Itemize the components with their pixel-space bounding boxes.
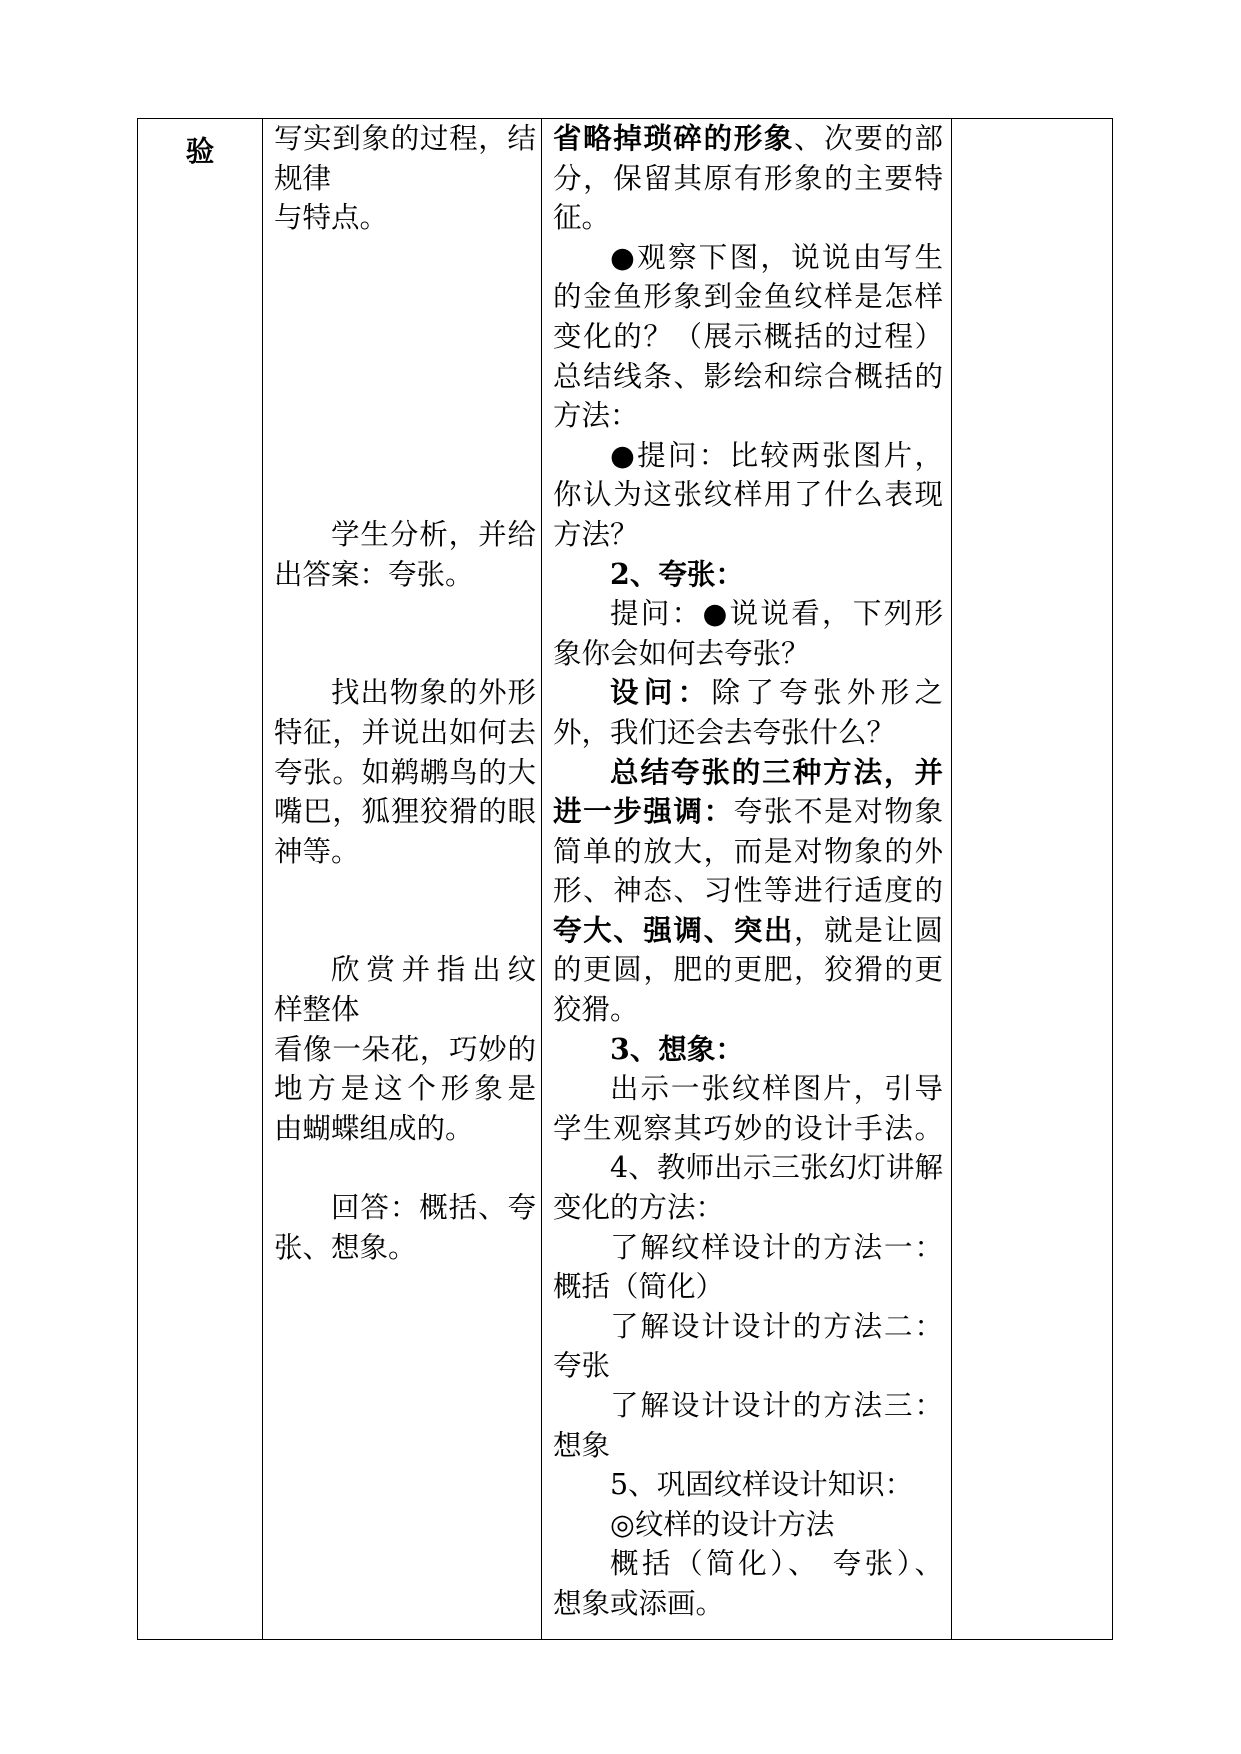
student-activity-cell: [263, 119, 542, 1640]
emphasis: 省略掉琐碎的形象: [553, 121, 794, 155]
teacher-text-line: 4、教师出示三张幻灯讲解: [610, 1151, 943, 1185]
teacher-text-line: 狡猾。: [553, 993, 639, 1027]
student-text-line: 欣赏并指出纹: [331, 953, 536, 987]
teacher-text-line: ●观察下图，说说由写生: [610, 240, 943, 274]
teacher-text-line: 了解设计设计的方法二：: [610, 1309, 943, 1343]
student-text-line: 学生分析，并给: [331, 517, 536, 551]
student-text-line: 特征，并说出如何去: [274, 715, 536, 749]
student-text-line: 看像一朵花，巧妙的: [274, 1032, 536, 1066]
stage-cell: [138, 119, 263, 1640]
lesson-plan-table: [137, 118, 1113, 1640]
teacher-text-line: 分，保留其原有形象的主要特: [553, 161, 943, 195]
student-text-line: 与特点。: [274, 201, 389, 235]
notes-cell: [952, 119, 1113, 1640]
teacher-text-line: 概括（简化）: [553, 1270, 725, 1304]
teacher-text-line: 夸大、强调、突出，就是让圆: [553, 912, 943, 947]
teacher-text-line: ●提问：比较两张图片，: [610, 438, 943, 472]
student-text-line: 样整体: [274, 993, 360, 1027]
emphasis: 夸大、强调、突出: [553, 912, 794, 947]
teacher-text-line: 形、神态、习性等进行适度的: [553, 874, 943, 908]
student-text-line: 张、想象。: [274, 1230, 417, 1264]
emphasis: 设问：: [610, 675, 712, 710]
teacher-text-line: 提问：●说说看，下列形: [610, 597, 943, 631]
teacher-text-line: 省略掉琐碎的形象、次要的部: [553, 121, 943, 155]
student-text-line: 找出物象的外形: [331, 676, 536, 710]
teacher-text-line: 总结线条、影绘和综合概括的: [553, 359, 943, 393]
teacher-text-line: 出示一张纹样图片，引导: [610, 1072, 943, 1106]
emphasis: 进一步强调：: [553, 794, 734, 829]
teacher-text-line: 了解纹样设计的方法一：: [610, 1230, 943, 1264]
student-text-line: 嘴巴，狐狸狡猾的眼: [274, 795, 536, 829]
teacher-text-line: 想象: [553, 1428, 611, 1462]
teacher-text-line: 夸张: [553, 1349, 611, 1383]
stage-label: 验: [185, 134, 215, 168]
teacher-text-line: 征。: [553, 201, 611, 235]
teacher-text-line: 想象或添画。: [553, 1586, 725, 1620]
teacher-text-line: ◎纹样的设计方法: [610, 1507, 835, 1541]
student-text-line: 夸张。如鹈鹕鸟的大: [274, 755, 536, 789]
teacher-text-line: 5、巩固纹样设计知识：: [610, 1468, 914, 1502]
teacher-text-line: 学生观察其巧妙的设计手法。: [553, 1111, 943, 1145]
student-text-line: 回答：概括、夸: [331, 1191, 536, 1225]
teacher-text-line: 概括（简化）、 夸张）、: [610, 1547, 943, 1581]
teacher-text-line: 方法？: [553, 517, 639, 551]
teacher-heading: 3、想象：: [610, 1031, 744, 1066]
teacher-text-line: 的更圆，肥的更肥，狡猾的更: [553, 953, 943, 987]
teacher-text-line: 了解设计设计的方法三：: [610, 1389, 943, 1422]
teacher-text-line: 方法：: [553, 399, 639, 433]
student-text-line: 规律: [274, 161, 332, 195]
teacher-text-line: 总结夸张的三种方法，并: [610, 754, 943, 789]
student-text-line: 神等。: [274, 834, 360, 868]
student-text-line: 写实到象的过程，结: [274, 122, 536, 155]
teacher-heading: 2、夸张：: [610, 556, 744, 591]
teacher-text-line: 简单的放大，而是对物象的外: [553, 834, 943, 868]
student-text-line: 地方是这个形象是: [274, 1072, 536, 1106]
teacher-text-line: 外，我们还会去夸张什么？: [553, 715, 896, 749]
teacher-text-line: 变化的？（展示概括的过程）: [553, 319, 943, 353]
table-row: [138, 119, 1113, 1640]
teacher-text-line: 的金鱼形象到金鱼纹样是怎样: [553, 280, 943, 314]
student-text-line: 由蝴蝶组成的。: [274, 1111, 474, 1145]
teacher-activity-cell: [542, 119, 952, 1640]
teacher-text-line: 进一步强调：夸张不是对物象: [553, 794, 943, 829]
student-text-line: 出答案：夸张。: [274, 557, 474, 591]
teacher-text-line: 你认为这张纹样用了什么表现: [553, 478, 943, 512]
teacher-text-line: 设问：除了夸张外形之: [610, 675, 943, 710]
teacher-text-line: 变化的方法：: [553, 1191, 725, 1225]
teacher-text-line: 象你会如何去夸张？: [553, 636, 810, 670]
